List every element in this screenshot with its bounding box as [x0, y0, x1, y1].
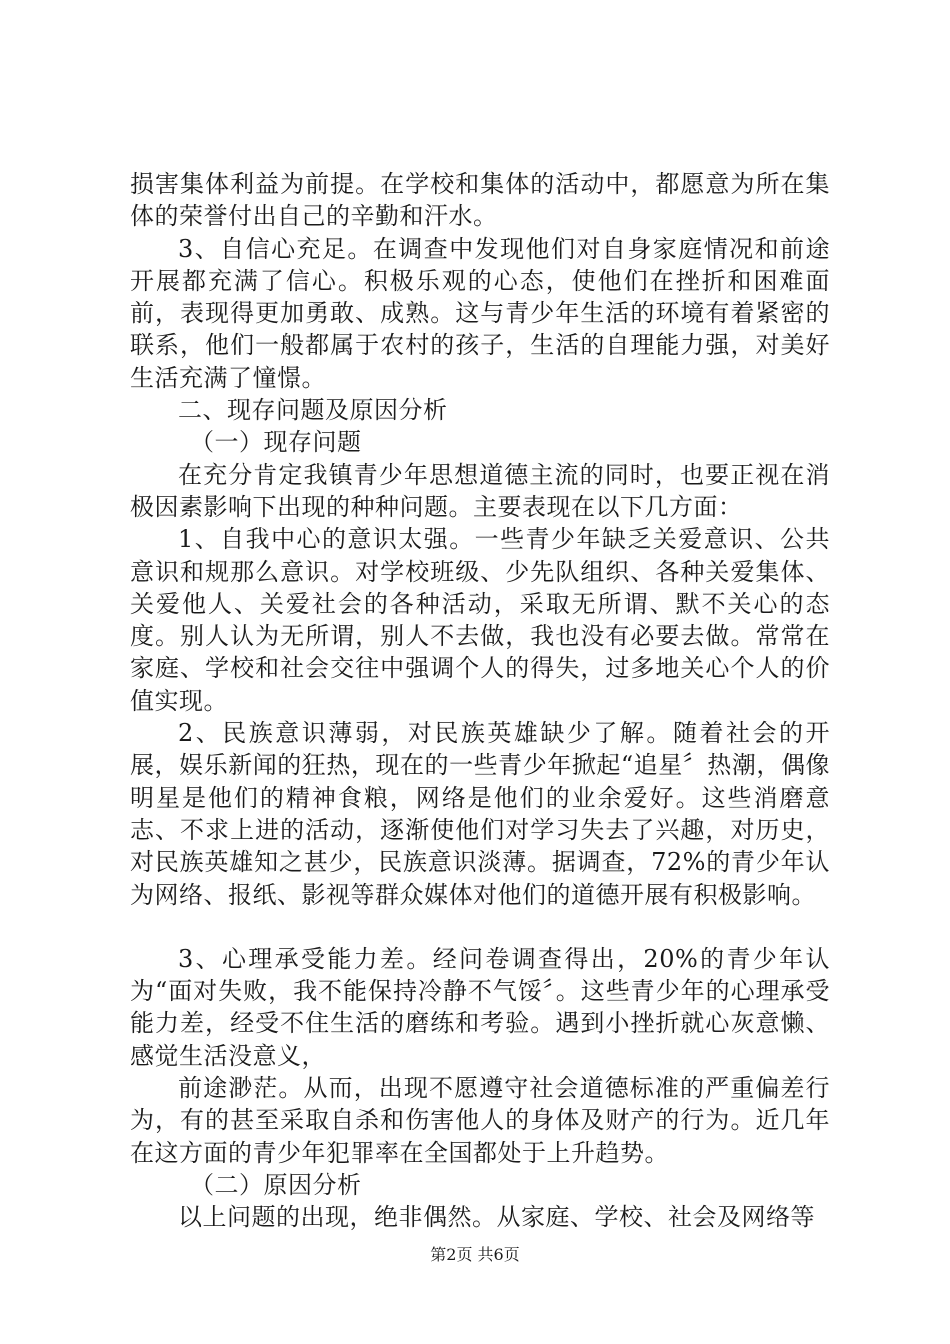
paragraph-1: 损害集体利益为前提。在学校和集体的活动中，都愿意为所在集体的荣誉付出自己的辛勤和汗水。: [130, 170, 830, 231]
paragraph-7: 前途渺茫。从而，出现不愿遵守社会道德标准的严重偏差行为，有的甚至采取自杀和伤害他人的身体及财产的行为。近几年在这方面的青少年犯罪率在全国都处于上升趋势。: [130, 1074, 830, 1167]
document-body: [130, 168, 830, 1234]
section-heading-problems: 二、现存问题及原因分析: [178, 396, 448, 425]
paragraph-2: 3、自信心充足。在调查中发现他们对自身家庭情况和前途开展都充满了信心。积极乐观的心态，使他们在挫折和困难面前，表现得更加勇敢、成熟。这与青少年生活的环境有着紧密的联系，他们一般都属于农村的孩子，生活的自理能力强，对美好生活充满了憧憬。: [130, 234, 830, 392]
paragraph-gap: [130, 911, 830, 943]
paragraph-3: 在充分肯定我镇青少年思想道德主流的同时，也要正视在消极因素影响下出现的种种问题。主要表现在以下几方面：: [130, 460, 830, 521]
subsection-heading-cause-analysis: （二）原因分析: [190, 1170, 362, 1199]
paragraph-8: 以上问题的出现，绝非偶然。从家庭、学校、社会及网络等: [178, 1203, 815, 1232]
paragraph-6: 3、心理承受能力差。经问卷调查得出，20%的青少年认为“面对失败，我不能保持冷静不气馁〞。这些青少年的心理承受能力差，经受不住生活的磨练和考验。遇到小挫折就心灰意懒、感觉生活没意义，: [130, 944, 830, 1070]
page-number-footer: 第2页 共6页: [430, 1245, 520, 1264]
subsection-heading-current-problems: （一）现存问题: [190, 428, 362, 457]
paragraph-4: 1、自我中心的意识太强。一些青少年缺乏关爱意识、公共意识和规那么意识。对学校班级、少先队组织、各种关爱集体、关爱他人、关爱社会的各种活动，采取无所谓、默不关心的态度。别人认为无所谓，别人不去做，我也没有必要去做。常常在家庭、学校和社会交往中强调个人的得失，过多地关心个人的价值实现。: [130, 525, 830, 715]
paragraph-5: 2、民族意识薄弱，对民族英雄缺少了解。随着社会的开展，娱乐新闻的狂热，现在的一些青少年掀起“追星〞热潮，偶像明星是他们的精神食粮，网络是他们的业余爱好。这些消磨意志、不求上进的活动，逐渐使他们对学习失去了兴趣，对历史，对民族英雄知之甚少，民族意识淡薄。据调查，72%的青少年认为网络、报纸、影视等群众媒体对他们的道德开展有积极影响。: [130, 719, 830, 909]
